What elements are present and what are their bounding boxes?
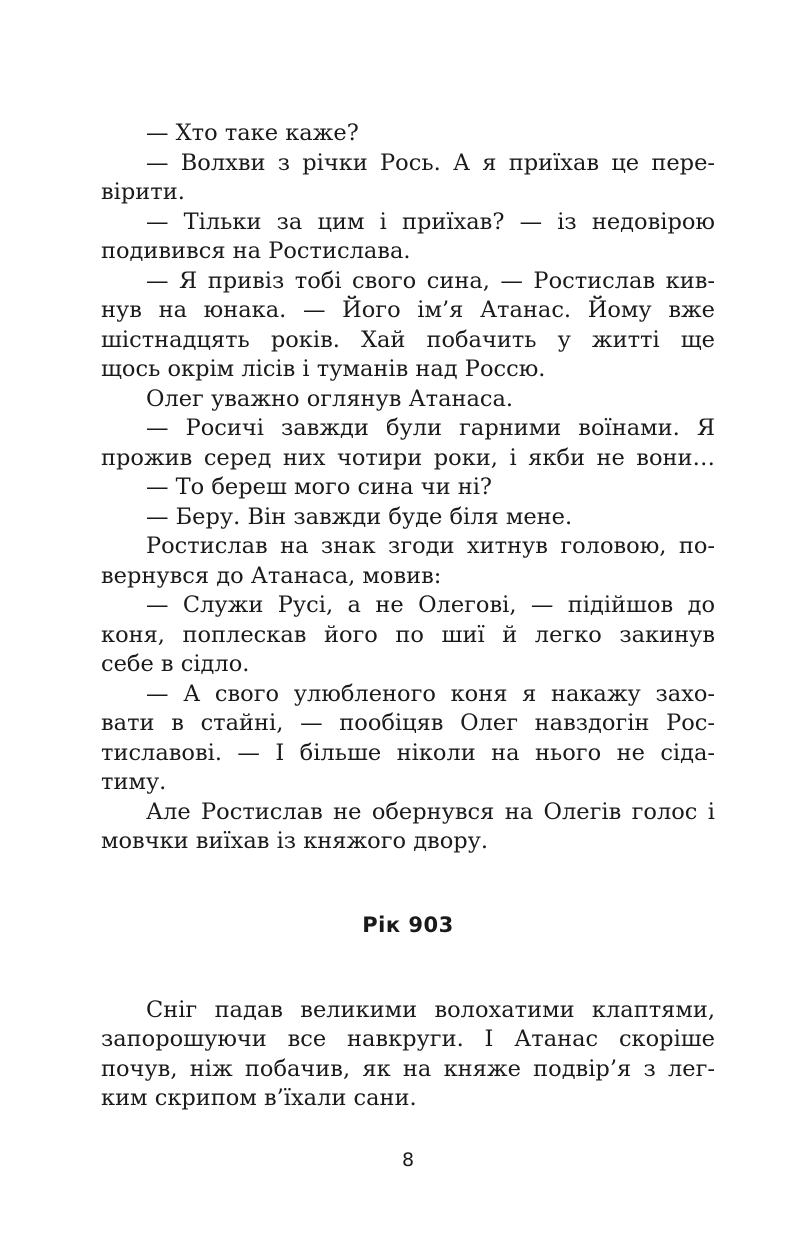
text-line: нув на юнака. — Його ім’я Атанас. Йому вже: [101, 297, 715, 323]
text-line: Олег уважно оглянув Атанаса.: [146, 386, 514, 412]
text-line: прожив серед них чотири роки, і якби не вони…: [101, 445, 715, 471]
text-line: ким скрипом в’їхали сани.: [101, 1085, 417, 1111]
text-line: вати в стайні, — пообіцяв Олег навздогін Рос-: [101, 710, 715, 736]
text-line: коня, поплескав його по шиї й легко закинув: [101, 622, 715, 648]
text-line: запорошуючи все навкруги. І Атанас скоріше: [101, 1026, 715, 1052]
text-line: вірити.: [101, 179, 185, 205]
text-line: вернувся до Атанаса, мовив:: [101, 563, 442, 589]
text-line: — Тільки за цим і приїхав? — із недовірою: [146, 209, 715, 235]
text-line: щось окрім лісів і туманів над Россю.: [101, 356, 546, 382]
text-line: — Росичі завжди були гарними воїнами. Я: [146, 415, 715, 441]
text-line: — То береш мого сина чи ні?: [146, 474, 492, 500]
section-heading: Рік 903: [362, 913, 454, 937]
text-line: — А свого улюбленого коня я накажу захо-: [146, 681, 715, 707]
text-line: тиславові. — І більше ніколи на нього не сіда-: [101, 740, 715, 766]
text-line: почув, ніж побачив, як на княже подвір’я з лег-: [101, 1056, 715, 1082]
text-line: — Я привіз тобі свого сина, — Ростислав кив-: [146, 268, 715, 294]
text-line: Сніг падав великими волохатими клаптями,: [146, 997, 715, 1023]
text-line: себе в сідло.: [101, 651, 250, 677]
text-line: — Волхви з річки Рось. А я приїхав це пере-: [146, 150, 715, 176]
text-line: шістнадцять років. Хай побачить у житті ще: [101, 327, 715, 353]
text-line: тиму.: [101, 769, 167, 795]
text-line: — Беру. Він завжди буде біля мене.: [146, 504, 573, 530]
page-number: 8: [401, 1149, 415, 1171]
text-line: — Служи Русі, а не Олегові, — підійшов до: [146, 592, 715, 618]
text-line: подивився на Ростислава.: [101, 238, 411, 264]
text-line: Але Ростислав не обернувся на Олегів голос і: [146, 799, 715, 825]
text-line: — Хто таке каже?: [146, 120, 359, 146]
text-line: мовчки виїхав із княжого двору.: [101, 828, 489, 854]
text-line: Ростислав на знак згоди хитнув головою, по-: [146, 533, 715, 559]
book-page: [101, 0, 715, 1241]
